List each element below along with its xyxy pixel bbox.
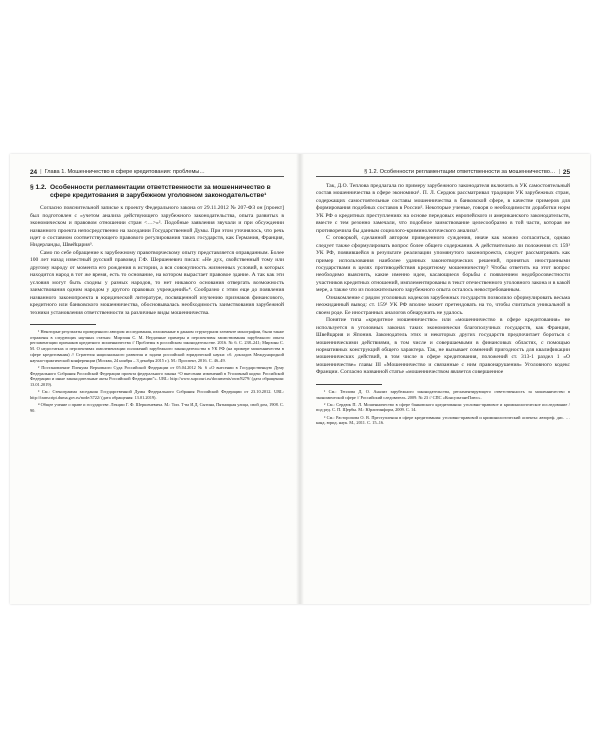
- footnote: ⁴ Общее учение о праве и государстве. Лекции Г. Ф. Шершеневича. М.: Тип. Т-ва И.Д. Сытина, Пятницкая улица, свой дом, 1908. С. 90.: [30, 402, 284, 413]
- footnote: ² Постановление Пленума Верховного Суда Российской Федерации от 05.04.2012 № 6 «О внесении в Государственную Думу Федерального Собрания Российской Федерации проекта федерального закона “О внесении изменений в Уголовный кодекс Российской Федерации и иные законодательные акты Российской Федерации”». URL: http://www.supcourt.ru/documents/own/8279/ (дата обращения: 13.01.2019).: [30, 364, 284, 388]
- page-number-left: 24: [30, 168, 38, 176]
- header-separator: |: [40, 168, 42, 175]
- section-heading: [30, 184, 284, 199]
- section-header: § 1.2. Особенности регламентации ответственности за мошенничество…: [364, 168, 556, 175]
- footnote: ³ См.: Расторопова О. В. Преступления в сфере кредитования: уголовно-правовой и криминологический аспекты: автореф. дис. … канд. юрид. наук. М., 2011. С. 15–16.: [316, 414, 570, 426]
- section-number: § 1.2.: [30, 184, 47, 191]
- left-body-text: [30, 205, 284, 317]
- running-header-left: [30, 168, 284, 177]
- right-footnotes: [316, 389, 570, 426]
- paragraph: Понятие типа «кредитное мошенничество» или «мошенничество в сфере кредитования» не используется в уголовных законах таких экономически благополучных государств, как Франция, Швейцария и Япония. Законодатель этих и некоторых других государств предпочитает бороться с мошенническими действиями, в том числе и совершаемыми в финансовых областях, с помощью нормативных конструкций общего характера. Так, не вызывает сомнений пригодность для квалификации мошеннических действий, в том числе в сфере кредитования, положений ст. 313-1 раздел 1 «О мошенничестве» главы III «Мошенничество и связанные с ним правонарушения» Уголовного кодекс Франции. Согласно названной статье «мошенничеством является совершенное: [316, 317, 570, 376]
- paragraph: Согласно пояснительной записке к проекту Федерального закона от 29.11.2012 № 207-ФЗ он [проект] был подготовлен с «учетом анализа действующего зарубежного законодательства, опыта развитых в экономическом и правовом отношении стран <…>»². Подобные заявления звучали и при обсуждении названного проекта непосредственно на заседании Государственной Думы. При этом уточнялось, что речь идет о составном соответствующего правового регулирования таких государств, как Германия, Франция, Нидерланды, Швейцария³.: [30, 205, 284, 249]
- footnote-rule: [316, 384, 382, 385]
- footnote: ¹ См.: Теплова Д. О. Анализ зарубежного законодательства, регламентирующего ответственность за мошенничество в экономической сфере // Российский следователь. 2009. № 23 // СПС «КонсультантПлюс».: [316, 388, 570, 400]
- section-title: Особенности регламентации ответственности за мошенничество в сфере кредитования в зарубежном уголовном законодательстве¹: [50, 184, 271, 199]
- chapter-header: Глава 1. Мошенничество в сфере кредитования: проблемы…: [44, 168, 205, 175]
- right-body-text: [316, 183, 570, 377]
- footnote-rule: [30, 324, 96, 325]
- running-header-right: [316, 168, 570, 177]
- book-gutter: [296, 154, 304, 604]
- footnote: ² См.: Сердюк П. Л. Мошенничество в сфере банковского кредитования: уголовно-правовое и криминологическое исследование / под ред. С. П. Щербы. М.: Юрлитинформ, 2009. С. 14.: [316, 401, 570, 413]
- paragraph: С оговоркой, сделанной автором приведенного суждения, иначе как можно согласиться, однако следует также сформулировать вопрос более общего содержания. А действительно ли положения ст. 159¹ УК РФ, появившейся в результате реализации упомянутого законопроекта, следует рассматривать как пример использования наиболее удачных законотворческих решений, принятых иностранными государствами в целях противодействия кредитному мошенничеству? Чтобы ответить на этот вопрос необходимо выяснить, какие именно идеи, касающиеся борьбы с появлением недобросовестности участников кредитных отношений, имплементированы в текст отечественного уголовного закона и в какой мере, а также что из положительного зарубежного опыта осталось невостребованным.: [316, 235, 570, 294]
- left-footnotes: [30, 329, 284, 414]
- header-separator: |: [558, 168, 560, 175]
- left-page: [30, 168, 284, 415]
- paragraph: Ознакомление с рядом уголовных кодексов зарубежных государств позволило сформулировать весьма неожиданный вывод: ст. 159¹ УК РФ вполне может претендовать на то, чтобы считаться уникальной в своем роде. Ее иностранных аналогов обнаружить не удалось.: [316, 294, 570, 316]
- paragraph: Так, Д.О. Теплова предлагала по примеру зарубежного законодателя включить в УК самостоятельный состав мошенничества в сфере экономики¹. П. Л. Сердюк рассматривал традиции УК зарубежных стран, содержащих самостоятельные составы мошенничества в банковской сфере, в качестве примеров для формирования подобных составов в России². Некоторые ученые, говоря о необходимости доработки норм УК РФ о кредитных преступлениях на основе передовых европейского и американского законодательств, вместе с тем резонно замечали, что подобное заимствование целесообразно в той части, которая не противоречила бы данным социолого-криминологического анализа³.: [316, 183, 570, 234]
- page-number-right: 25: [562, 168, 570, 176]
- paragraph: Само по себе обращение к зарубежному правотворческому опыту представляется оправданным. Более 100 лет назад известный русский правовед Г.Ф. Шершеневич писал: «Не дух, свойственный тому или другому народу от момента его рождения в истории, а вся совокупность жизненных условий, в которых находится народ в тот же время, есть то основание, на котором вырастает правовое здание. А так как эти условия могут быть сходны у разных народов, то нет никакого основания отвергать возможность заимствования одним народом у другого правовых учреждений»⁴. Сообразно с этим еще до появления названного законопроекта в юридической литературе, посвященной изучению признаков финансового, кредитного или банковского мошенничества, обосновывалась необходимость заимствования зарубежной техники установления ответственности за различные виды мошенничества.: [30, 249, 284, 316]
- footnote: ³ См.: Стенограмма заседания Государственной Думы Федерального Собрания Российской Федерации от 23.10.2012. URL: http://transcript.duma.gov.ru/node/3722/ (дата обращения: 13.01.2019).: [30, 389, 284, 401]
- footnote: ¹ Некоторые результаты проведенного автором исследования, изложенные в данном структурном элементе монографии, были также отражены в следующих научных статьях: Мирзоян С. М. Неудачные примеры и перспективы заимствования зарубежного опыта регламентации признаков кредитного мошенничества // Проблемы в российском законодательстве. 2016. № 6. С. 238–241; Мирзоян С. М. О недостатках и перспективах имплементации положений зарубежного законодательства в УК РФ (на примере мошенничества в сфере кредитования) // Стратегия национального развития и задачи российской юридической науки: сб. докладов Международной научно-практической конференции (Москва, 24 ноября – 3 декабря 2015 г.). М.: Проспект, 2016. С. 46–49.: [30, 328, 284, 363]
- right-page: [316, 168, 570, 427]
